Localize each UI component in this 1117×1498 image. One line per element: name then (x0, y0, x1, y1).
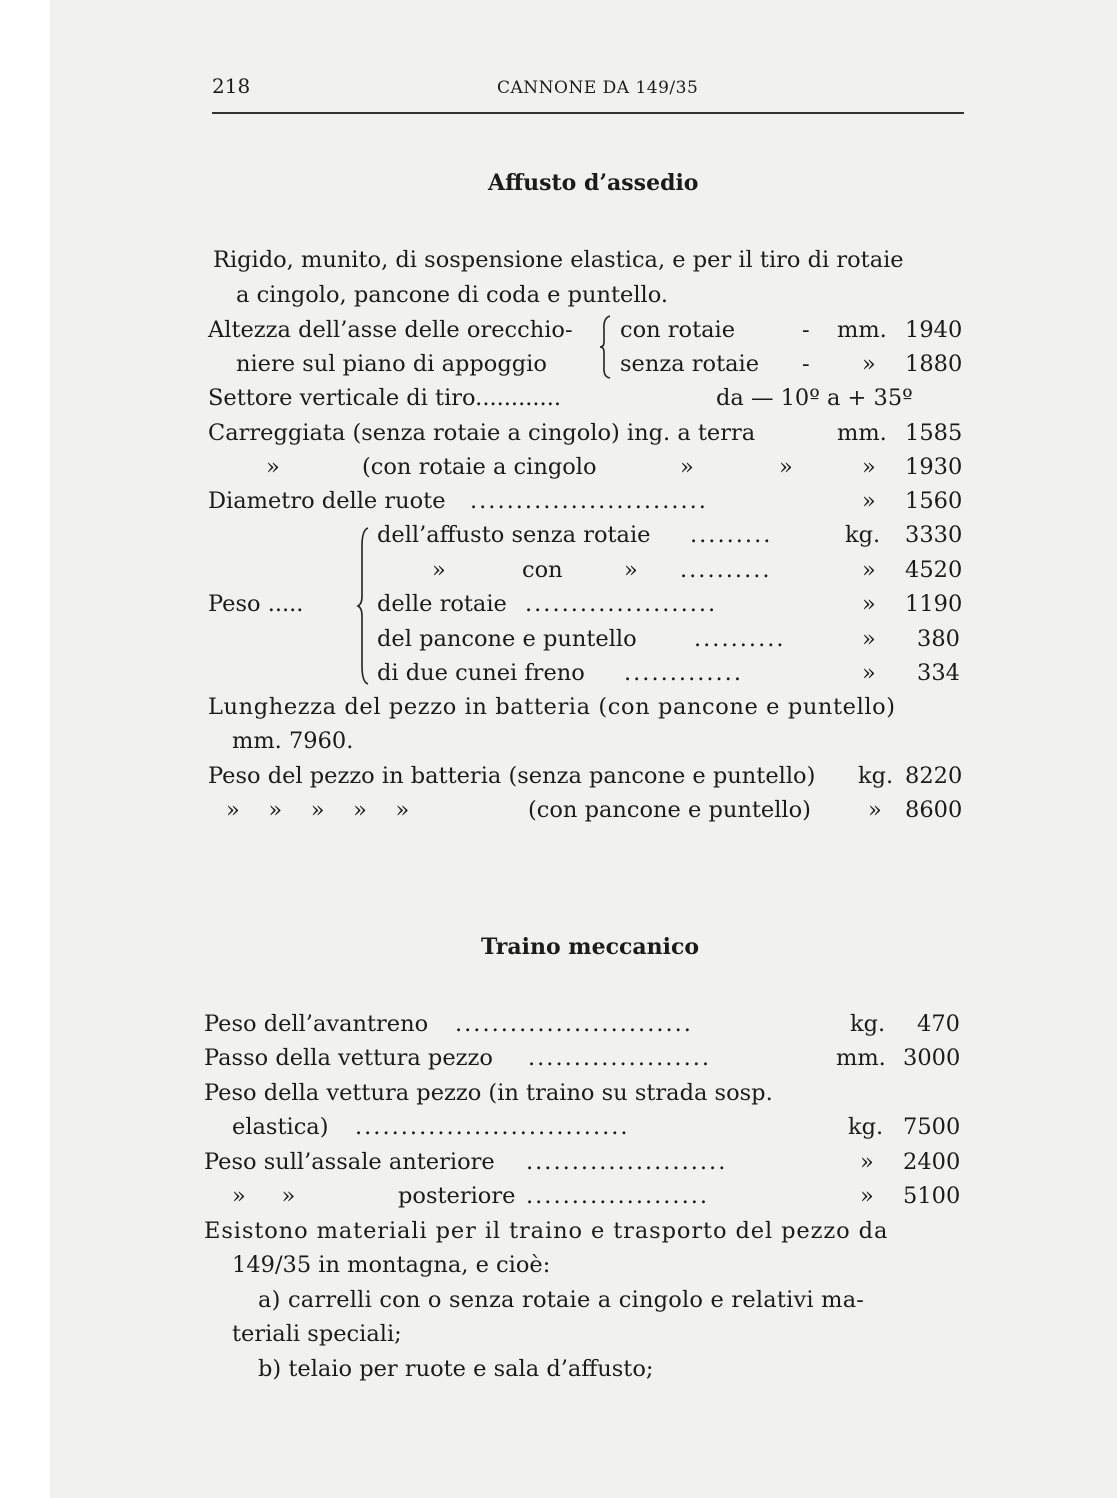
lunghezza-line-2: mm. 7960. (232, 728, 354, 754)
peso-row-5-value: 334 (917, 660, 960, 686)
carreggiata-unit-1: mm. (837, 420, 887, 446)
altezza-brace (598, 314, 614, 380)
peso-row-2-ditto: » (432, 557, 446, 583)
esistono-line-1: Esistono materiali per il traino e trasporto del pezzo da (204, 1218, 889, 1244)
peso-row-5-dots: ............. (624, 660, 743, 686)
carreggiata-ditto: » (266, 454, 280, 480)
peso-row-1-unit: kg. (845, 522, 881, 548)
assale-posteriore-label: posteriore (398, 1183, 516, 1209)
assale-posteriore-ditto: » » (232, 1183, 296, 1209)
header-rule (212, 112, 964, 114)
assale-anteriore-label: Peso sull’assale anteriore (204, 1149, 495, 1175)
traino-row-2-value: 3000 (903, 1045, 961, 1071)
assale-anteriore-dots: ...................... (526, 1149, 728, 1175)
traino-row-1-unit: kg. (850, 1011, 886, 1037)
traino-row-2-label: Passo della vettura pezzo (204, 1045, 493, 1071)
peso-label: Peso ..... (208, 591, 304, 617)
peso-brace (356, 526, 372, 686)
settore-label: Settore verticale di tiro............ (208, 385, 562, 411)
assale-posteriore-unit: » (860, 1183, 874, 1209)
peso-batteria-value-1: 8220 (905, 763, 963, 789)
page-number: 218 (212, 74, 251, 98)
traino-row-1-label: Peso dell’avantreno (204, 1011, 429, 1037)
vettura-line-1: Peso della vettura pezzo (in traino su strada sosp. (204, 1080, 773, 1106)
peso-row-2-dots: .......... (680, 557, 772, 583)
altezza-row2-unit: » (862, 351, 876, 377)
peso-batteria-value-2: 8600 (905, 797, 963, 823)
diametro-value: 1560 (905, 488, 963, 514)
section-title-traino: Traino meccanico (481, 934, 700, 960)
altezza-row1-dash: - (802, 317, 810, 343)
peso-batteria-line-2: (con pancone e puntello) (528, 797, 811, 823)
peso-row-4-dots: .......... (694, 626, 786, 652)
assale-posteriore-value: 5100 (903, 1183, 961, 1209)
carreggiata-unit-2: » (862, 454, 876, 480)
peso-row-4-text: del pancone e puntello (377, 626, 637, 652)
traino-row-1-dots: .......................... (455, 1011, 693, 1037)
traino-row-1-value: 470 (917, 1011, 960, 1037)
esistono-line-2: 149/35 in montagna, e cioè: (232, 1252, 551, 1278)
peso-batteria-line-1: Peso del pezzo in batteria (senza pancone e puntello) (208, 763, 816, 789)
intro-line-1: Rigido, munito, di sospensione elastica, e per il tiro di rotaie (213, 247, 904, 273)
peso-row-5-text: di due cunei freno (377, 660, 585, 686)
item-a-line-1: a) carrelli con o senza rotaie a cingolo e relativi ma- (258, 1287, 865, 1313)
peso-row-1-dots: ......... (690, 522, 773, 548)
carreggiata-ditto-3: » (779, 454, 793, 480)
left-margin (0, 0, 50, 1498)
intro-line-2: a cingolo, pancone di coda e puntello. (236, 282, 669, 308)
peso-row-2-unit: » (862, 557, 876, 583)
peso-row-3-dots: ..................... (525, 591, 718, 617)
lunghezza-line-1: Lunghezza del pezzo in batteria (con pancone e puntello) (208, 694, 896, 720)
carreggiata-ditto-2: » (680, 454, 694, 480)
vettura-line-2: elastica) (232, 1114, 329, 1140)
peso-batteria-ditto: » » » » » (226, 797, 410, 823)
traino-row-2-unit: mm. (836, 1045, 886, 1071)
peso-row-2-text: con (522, 557, 563, 583)
altezza-label-1: Altezza dell’asse delle orecchio- (208, 317, 573, 343)
peso-batteria-unit-1: kg. (858, 763, 894, 789)
running-title: CANNONE DA 149/35 (497, 78, 699, 98)
assale-anteriore-unit: » (860, 1149, 874, 1175)
carreggiata-value-2: 1930 (905, 454, 963, 480)
altezza-row1-value: 1940 (905, 317, 963, 343)
altezza-label-2: niere sul piano di appoggio (236, 351, 547, 377)
peso-batteria-unit-2: » (868, 797, 882, 823)
item-a-line-2: teriali speciali; (232, 1321, 402, 1347)
vettura-unit: kg. (848, 1114, 884, 1140)
section-title-affusto: Affusto d’assedio (488, 170, 699, 196)
peso-row-1-value: 3330 (905, 522, 963, 548)
book-page (50, 0, 1117, 1498)
diametro-dots: .......................... (470, 488, 708, 514)
altezza-row2-cond: senza rotaie (620, 351, 760, 377)
peso-row-4-value: 380 (917, 626, 960, 652)
peso-row-4-unit: » (862, 626, 876, 652)
altezza-row1-cond: con rotaie (620, 317, 736, 343)
peso-row-3-text: delle rotaie (377, 591, 507, 617)
item-b-line: b) telaio per ruote e sala d’affusto; (258, 1356, 654, 1382)
altezza-row2-value: 1880 (905, 351, 963, 377)
diametro-unit: » (862, 488, 876, 514)
assale-anteriore-value: 2400 (903, 1149, 961, 1175)
altezza-row1-unit: mm. (837, 317, 887, 343)
peso-row-2-ditto-2: » (624, 557, 638, 583)
vettura-dots: .............................. (355, 1114, 630, 1140)
altezza-row2-dash: - (802, 351, 810, 377)
assale-posteriore-dots: .................... (526, 1183, 710, 1209)
peso-row-3-unit: » (862, 591, 876, 617)
traino-row-2-dots: .................... (528, 1045, 712, 1071)
carreggiata-line-2: (con rotaie a cingolo (362, 454, 597, 480)
vettura-value: 7500 (903, 1114, 961, 1140)
carreggiata-value-1: 1585 (905, 420, 963, 446)
peso-row-2-value: 4520 (905, 557, 963, 583)
carreggiata-line-1: Carreggiata (senza rotaie a cingolo) ing. a terra (208, 420, 756, 446)
peso-row-5-unit: » (862, 660, 876, 686)
peso-row-3-value: 1190 (905, 591, 963, 617)
settore-value: da — 10º a + 35º (716, 385, 913, 411)
diametro-label: Diametro delle ruote (208, 488, 446, 514)
peso-row-1-text: dell’affusto senza rotaie (377, 522, 651, 548)
